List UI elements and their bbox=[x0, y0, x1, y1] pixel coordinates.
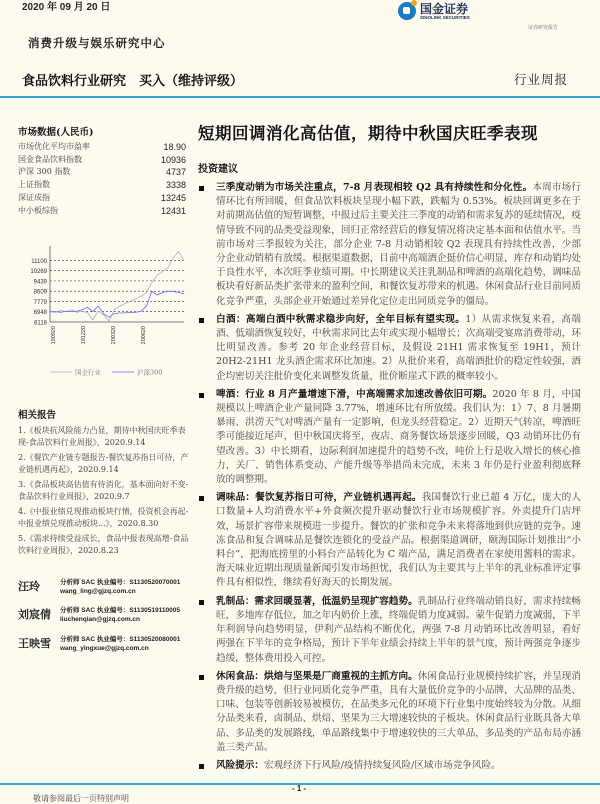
bullet-item bbox=[196, 759, 581, 773]
market-row bbox=[18, 179, 186, 192]
report-type: 行业周报 bbox=[513, 72, 568, 87]
bullet-heading: 乳制品：需求回暖显著，低温奶呈现扩容趋势。 bbox=[216, 595, 418, 607]
y-tick-label: 6118 bbox=[34, 320, 47, 327]
market-label: 沪深 300 指数 bbox=[18, 167, 71, 177]
market-label: 市场优化平均市盈率 bbox=[18, 142, 90, 151]
market-row bbox=[18, 166, 186, 179]
analyst-name: 汪玲 bbox=[18, 580, 40, 593]
y-tick-label: 10269 bbox=[30, 269, 47, 276]
analyst-email[interactable]: wang_yingxue@gjzq.com.cn bbox=[60, 645, 149, 652]
bullet-body: 宏观经济下行风险/疫情持续复风险/区域市场竞争风险。 bbox=[263, 759, 501, 771]
market-row bbox=[18, 141, 186, 154]
bullet-heading: 调味品：餐饮复苏指日可待，产业链机遇再起。 bbox=[216, 492, 422, 504]
market-value: 13245 bbox=[160, 192, 186, 203]
report-date: 2020 年 09 月 20 日 bbox=[22, 2, 111, 13]
analyst-sac: 分析师 SAC 执业编号：S1130520070001 bbox=[60, 579, 181, 586]
related-reports bbox=[18, 410, 193, 560]
analyst bbox=[18, 606, 198, 624]
bullet-item bbox=[196, 595, 581, 666]
market-value: 4737 bbox=[165, 167, 186, 178]
page-number: - 1 - bbox=[292, 784, 307, 793]
bullet-item bbox=[196, 491, 581, 590]
logo-en: SINOLINK SECURITIES bbox=[420, 14, 470, 20]
related-title: 相关报告 bbox=[18, 410, 57, 421]
bullet-heading: 休闲食品：烘焙与坚果是厂商重视的主抓方向。 bbox=[216, 670, 418, 682]
analyst-email[interactable]: wang_ling@gjzq.com.cn bbox=[60, 588, 136, 595]
market-value: 18.90 bbox=[163, 142, 186, 152]
market-label: 深证成指 bbox=[18, 192, 50, 202]
bullet-heading: 白酒：高端白酒中秋需求稳步向好，全年目标有望实现。 bbox=[216, 313, 466, 325]
bullet-body: 乳制品行业终端动销良好，需求持续畅旺，多地库存低位，加之年内奶价上涨，终端促销力度减弱。蒙牛促销力度减弱，下半年利润导向趋势明显，伊利产品结构不断优化，两强 7-8 月动销环比改善明显，看好两强在下半年的竞争格局，预计下半年业绩会持续上半年的景气度，预计两强竞争逐步趋缓，整体费用投入可控。 bbox=[216, 595, 582, 664]
x-tick-label: 200320 bbox=[111, 326, 117, 345]
x-tick-label: 190920 bbox=[51, 326, 57, 345]
analyst-sac: 分析师 SAC 执业编号：S1130520080001 bbox=[60, 636, 181, 643]
bullet-item bbox=[196, 181, 581, 309]
page-title: 短期回调消化高估值，期待中秋国庆旺季表现 bbox=[198, 124, 538, 143]
header-divider bbox=[0, 96, 600, 98]
bullet-body: 2020 年 8 月，中国规模以上啤酒企业产量同降 3.77%，增速环比有所放缓。我们认为：1）7、8 月暑期暴雨、洪涝天气对啤酒产量有一定影响，但龙头经营稳定。2）近期天气转凉，啤酒旺季可能接近尾声，但中秋国庆将至，夜店、商务餐饮场景逐步回暖，Q3 动销环比仍有望改善。3）中长期看，边际利润加速提升的趋势不改，吨价上行是收入增长的核心推力，关厂、销售体系变动、产能升级等举措尚未完成，未来 3 年仍是行业盈利彻底释放的调整期。 bbox=[216, 388, 581, 486]
analyst-sac: 分析师 SAC 执业编号：S1130519110005 bbox=[60, 607, 180, 614]
market-row bbox=[18, 154, 186, 167]
bullet-body: 休闲食品行业规模持续扩容，并呈现消费升级的趋势，但行业同质化竞争严重，具有大量低价竞争的小品牌，大品牌的品类、口味、包装等创新较易被模仿，在品类多元化的环境下行业集中度始终较为分散。从细分品类来看，卤制品、烘焙、坚果为三大增速较快的子板块。休闲食品行业既具备大单品、多品类的发展路线，单品路线集中于增速较快的三大单品，多品类的产品布局亦涵盖三类产品。 bbox=[216, 670, 582, 753]
market-row bbox=[18, 205, 186, 218]
research-center: 消费升级与娱乐研究中心 bbox=[28, 36, 166, 50]
company-logo bbox=[398, 0, 498, 22]
bullet-body: 我国餐饮行业已超 4 万亿，庞大的人口数量+人均消费水平+外食频次提升驱动餐饮行业市场规模扩容。外卖提升门店坪效，场景扩容带来规模进一步提升。餐饮的扩张和竞争未来将落地到供应链的竞争。速冻食品和复合调味品是餐饮连锁化的受益产品。根据渠道调研，颐海国际计划推出“小料台”，把海底捞里的小料台产品转化为 C 端产品，满足消费者在家使用酱料的需求。海天味业近期出现质量新闻引发市场担忧，我们认为主要其与上半年的乳业标准评定事件具有相似性，继续看好海天的长期发展。 bbox=[216, 492, 582, 589]
analyst-email[interactable]: liuchenqian@gjzq.com.cn bbox=[60, 616, 141, 623]
y-tick-label: 6948 bbox=[33, 310, 47, 317]
index-chart bbox=[14, 240, 184, 380]
analyst-name: 刘宸倩 bbox=[18, 608, 51, 621]
market-value: 3338 bbox=[165, 180, 186, 191]
related-report-link[interactable]: 4.《中报业绩兑现推动板块行情，投资机会再起-中报业绩兑现推动板块...》，2020.8.30 bbox=[18, 506, 189, 528]
legend-label: 国金行业 bbox=[75, 368, 101, 377]
bullet-item bbox=[196, 388, 581, 487]
bullet-body: 1）从需求恢复来看，高端酒、低端酒恢复较好，中秋需求同比去年或实现小幅增长；次高端受宴席消费带动，环比明显改善。参考 20 年企业经营目标，及假设 21H1 需求恢复至 19H1，预计 20H2-21H1 龙头酒企需求环比加速。2）从批价来看，高端酒批价的稳定性较强，酒企均密切关注批价变化来调整发货量，批价断崖式下跌的概率较小。 bbox=[216, 313, 581, 382]
analyst-name: 王映雪 bbox=[18, 637, 51, 650]
analyst bbox=[18, 635, 198, 653]
series-line-0 bbox=[50, 252, 184, 321]
analyst bbox=[18, 578, 198, 596]
y-tick-label: 9439 bbox=[33, 279, 47, 286]
related-report-link[interactable]: 1.《板块抗风险能力凸显，期待中秋国庆旺季表现-食品饮料行业周报》，2020.9.14 bbox=[18, 425, 186, 447]
logo-icon bbox=[398, 2, 416, 20]
bullet-heading: 三季度动销为市场关注重点，7-8 月表现相较 Q2 具有持续性和分化性。 bbox=[216, 182, 533, 193]
disclaimer: 敬请参阅最后一页特别声明 bbox=[33, 794, 129, 803]
y-tick-label: 8609 bbox=[33, 289, 47, 296]
industry-rating: 食品饮料行业研究 买入（维持评级） bbox=[22, 74, 244, 89]
bullet-body: 本周市场行情环比有所回暖，但食品饮料板块呈现小幅下跌，跌幅为 0.53%。板块回调更多在于对前期高估值的短暂调整，中报过后主要关注三季度的动销和需求复苏的延续情况，疫情导致不同的品类受益现象，回归正常经营后的修复情况将决定基本面和估值水平。当前市场对三季报较为关注，部分企业 7-8 月动销相较 Q2 表现具有持续性改善，少部分企业动销稍有放缓。根据渠道数据，目前中高端酒企挺价信心明显，库存和动销均处于良性水平，本次旺季业绩可期。中长期建议关注乳制品和啤酒的高端化趋势，调味品板块看好新品类扩张带来的盈利空间，和餐饮复苏带来的机遇。休闲食品行业目前同质化竞争严重，头部企业开始通过差异化定位走出同质竞争的僵局。 bbox=[216, 182, 581, 307]
market-title: 市场数据(人民币) bbox=[18, 127, 94, 138]
bullet-heading: 风险提示： bbox=[216, 759, 264, 771]
bullet-item bbox=[196, 313, 581, 384]
series-line-1 bbox=[50, 291, 184, 317]
section-heading: 投资建议 bbox=[198, 164, 238, 175]
market-label: 国金食品饮料指数 bbox=[18, 154, 82, 164]
x-tick-label: 191220 bbox=[81, 326, 87, 345]
y-tick-label: 11100 bbox=[31, 258, 47, 265]
related-report-link[interactable]: 5.《需求持续受益成长，食品中报表现高增-食品饮料行业周报》，2020.8.23 bbox=[18, 533, 189, 555]
market-value: 10936 bbox=[160, 154, 186, 165]
legend-label: 沪深300 bbox=[137, 368, 163, 377]
market-data bbox=[18, 124, 186, 217]
bullet-item bbox=[196, 670, 581, 755]
bullet-heading: 啤酒：行业 8 月产量增速下滑，中高端需求加速改善依旧可期。 bbox=[216, 388, 493, 400]
market-label: 中小板综指 bbox=[18, 205, 58, 215]
main-content bbox=[196, 120, 581, 777]
y-tick-label: 7779 bbox=[33, 299, 47, 306]
logo-subtitle: 证券研究报告 bbox=[528, 25, 559, 31]
market-label: 上证指数 bbox=[18, 180, 50, 190]
x-tick-label: 200620 bbox=[141, 326, 147, 345]
related-report-link[interactable]: 2.《餐饮产业链专题报告-餐饮复苏指日可待，产业链机遇再起》，2020.9.14 bbox=[18, 452, 189, 474]
market-value: 12431 bbox=[160, 205, 186, 216]
related-report-link[interactable]: 3.《食品板块高估值有待消化，基本面向好不变-食品饮料行业周报》，2020.9.7 bbox=[18, 479, 189, 501]
logo-cn: 国金证券 bbox=[420, 1, 469, 16]
market-row bbox=[18, 192, 186, 205]
